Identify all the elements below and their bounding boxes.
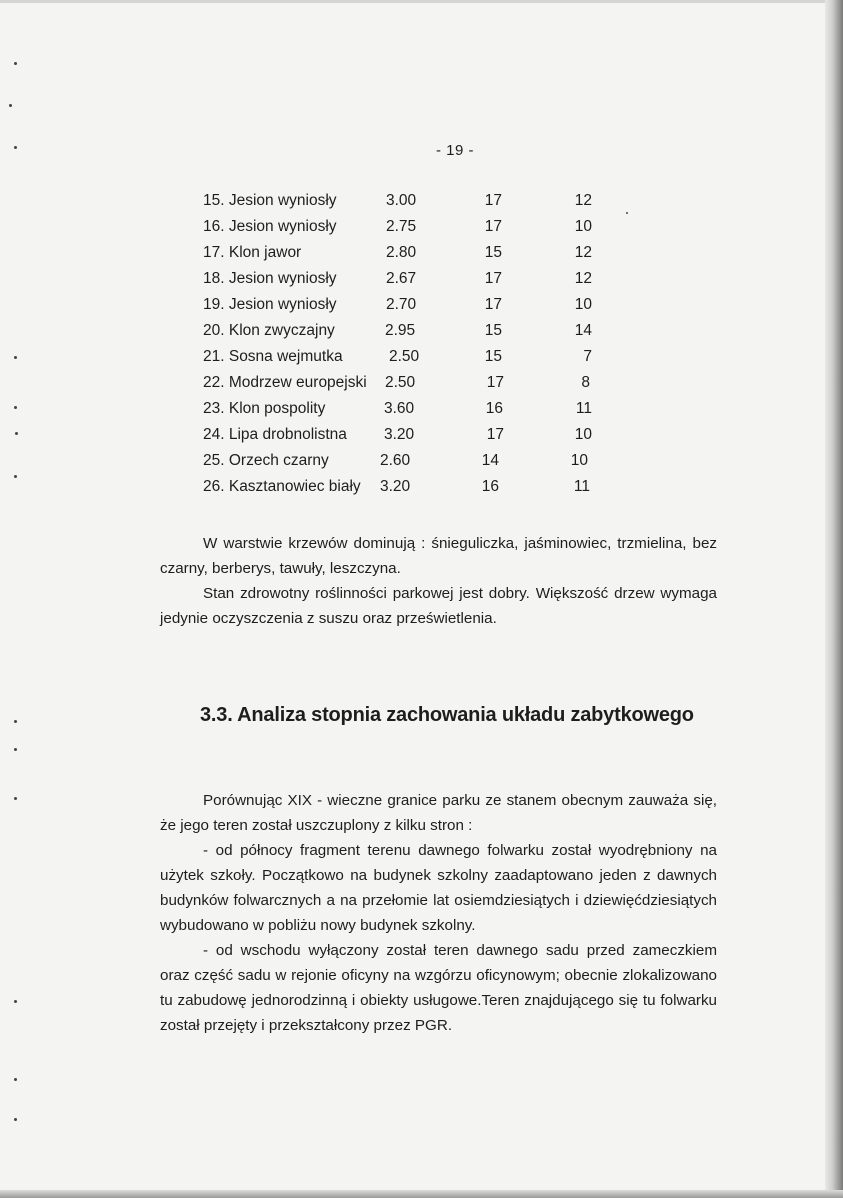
tree-diameter: 17 (486, 426, 504, 443)
tree-crown: 12 (574, 192, 592, 209)
scan-speck (14, 146, 17, 149)
tree-crown: 12 (574, 244, 592, 261)
tree-name: 20. Klon zwyczajny (203, 322, 335, 339)
tree-diameter: 17 (486, 374, 504, 391)
tree-crown: 10 (574, 426, 592, 443)
table-row (0, 426, 843, 452)
tree-diameter: 16 (481, 478, 499, 495)
scan-speck (14, 720, 17, 723)
tree-name: 24. Lipa drobnolistna (203, 426, 347, 443)
tree-name: 19. Jesion wyniosły (203, 296, 337, 313)
tree-diameter: 17 (484, 296, 502, 313)
tree-crown: 10 (574, 218, 592, 235)
tree-height: 3.20 (380, 478, 411, 495)
tree-height: 2.50 (385, 374, 416, 391)
health-paragraph: Stan zdrowotny roślinności parkowej jest dobry. Większość drzew wymaga jedynie oczyszczenia z suszu oraz prześwietlenia. (160, 585, 717, 627)
tree-height: 3.20 (384, 426, 415, 443)
tree-name: 26. Kasztanowiec biały (203, 478, 361, 495)
scan-speck (14, 748, 17, 751)
tree-diameter: 17 (484, 218, 502, 235)
tree-crown: 12 (574, 270, 592, 287)
table-row (0, 478, 843, 504)
table-row (0, 192, 843, 218)
intro-paragraph: Porównując XIX - wieczne granice parku ze stanem obecnym zauważa się, że jego teren został uszczuplony z kilku stron : (160, 792, 717, 834)
table-row (0, 348, 843, 374)
page-number: - 19 - (436, 142, 475, 159)
tree-height: 2.67 (386, 270, 417, 287)
table-row (0, 218, 843, 244)
tree-height: 2.95 (385, 322, 416, 339)
scan-speck (14, 797, 17, 800)
tree-height: 2.75 (386, 218, 417, 235)
tree-name: 16. Jesion wyniosły (203, 218, 337, 235)
east-boundary-paragraph: - od wschodu wyłączony został teren dawnego sadu przed zameczkiem oraz część sadu w rejonie oficyny na wzgórzu oficynowym; obecnie zlokalizowano tu zabudowę jednorodzinną i obiekty usługowe.Teren znajdującego się tu folwarku został przejęty i przekształcony przez PGR. (160, 942, 717, 1034)
scan-speck (14, 1078, 17, 1081)
tree-crown: 14 (574, 322, 592, 339)
table-row (0, 374, 843, 400)
tree-crown: 10 (574, 296, 592, 313)
scan-right-edge (825, 0, 843, 1198)
table-row (0, 296, 843, 322)
scan-speck (9, 104, 12, 107)
tree-diameter: 14 (481, 452, 499, 469)
tree-diameter: 15 (484, 348, 502, 365)
scan-speck (14, 1118, 17, 1121)
tree-height: 2.70 (386, 296, 417, 313)
section-heading: 3.3. Analiza stopnia zachowania układu zabytkowego (200, 704, 694, 726)
tree-height: 3.60 (384, 400, 415, 417)
tree-crown: 7 (583, 348, 592, 365)
tree-height: 2.50 (389, 348, 420, 365)
tree-crown: 11 (573, 478, 590, 495)
table-row (0, 452, 843, 478)
tree-diameter: 17 (484, 192, 502, 209)
scan-speck (14, 62, 17, 65)
tree-name: 17. Klon jawor (203, 244, 302, 261)
shrubs-paragraph: W warstwie krzewów dominują : śnieguliczka, jaśminowiec, trzmielina, bez czarny, berberys, tawuły, leszczyna. (160, 535, 717, 577)
tree-crown: 8 (581, 374, 590, 391)
tree-crown: 11 (575, 400, 592, 417)
tree-name: 23. Klon pospolity (203, 400, 326, 417)
table-row (0, 322, 843, 348)
tree-name: 25. Orzech czarny (203, 452, 329, 469)
table-row (0, 270, 843, 296)
table-row (0, 244, 843, 270)
table-row (0, 400, 843, 426)
tree-name: 22. Modrzew europejski (203, 374, 367, 391)
scan-bottom-edge (0, 1190, 843, 1198)
tree-name: 18. Jesion wyniosły (203, 270, 337, 287)
tree-name: 15. Jesion wyniosły (203, 192, 337, 209)
scan-speck (14, 1000, 17, 1003)
tree-height: 2.60 (380, 452, 411, 469)
tree-diameter: 15 (484, 244, 502, 261)
tree-crown: 10 (570, 452, 588, 469)
tree-height: 2.80 (386, 244, 417, 261)
tree-name: 21. Sosna wejmutka (203, 348, 343, 365)
tree-diameter: 16 (485, 400, 503, 417)
tree-diameter: 15 (484, 322, 502, 339)
tree-diameter: 17 (484, 270, 502, 287)
north-boundary-paragraph: - od północy fragment terenu dawnego folwarku został wyodrębniony na użytek szkoły. Początkowo na budynek szkolny zaadaptowano jeden z dawnych budynków folwarcznych a na przełomie lat osiemdziesiątych i dziewięćdziesiątych wybudowano w pobliżu nowy budynek szkolny. (160, 842, 717, 934)
tree-height: 3.00 (386, 192, 417, 209)
scan-top-edge (0, 0, 843, 3)
